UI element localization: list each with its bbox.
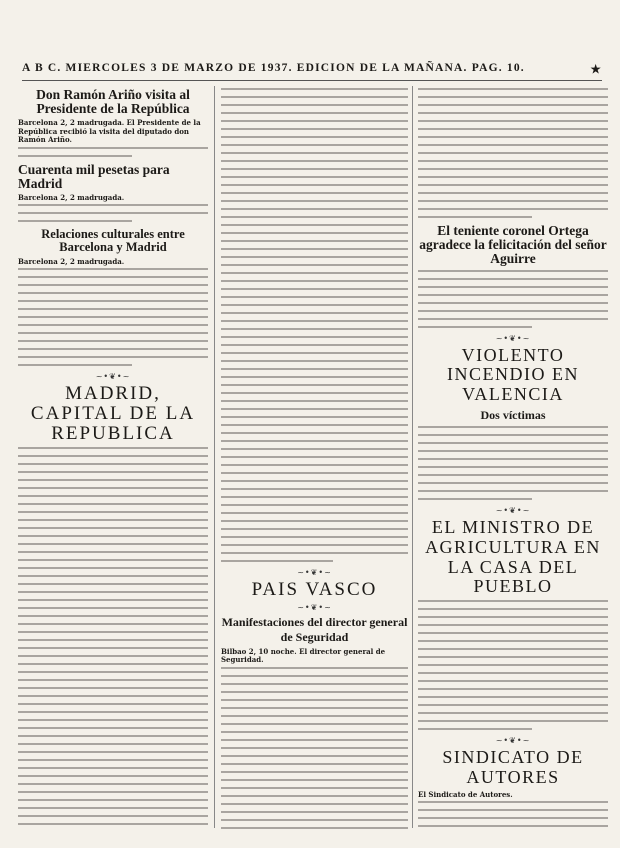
star-icon: ★ [590, 64, 602, 76]
headline-incendio: VIOLENTO INCENDIO EN VALENCIA [447, 344, 579, 405]
column-1 [18, 86, 208, 830]
article-body [18, 147, 208, 157]
dateline-arino: Barcelona 2, 2 madrugada. El Presidente de la República recibió la visita del diputado don Ramón Ariño. [18, 118, 201, 145]
article-body [418, 600, 608, 730]
headline-arino: Don Ramón Ariño visita al Presidente de la República [36, 87, 190, 117]
ornament-divider: ~•❦•~ [297, 568, 332, 577]
ornament-divider: ~•❦•~ [297, 602, 332, 612]
ornament-divider: ~•❦•~ [95, 371, 131, 381]
article-body [221, 667, 408, 830]
article-body [18, 268, 208, 366]
headline-relaciones: Relaciones culturales entre Barcelona y Madrid [41, 227, 185, 255]
headline-madrid-capital: MADRID, CAPITAL DE LA REPUBLICA [30, 382, 196, 444]
page-header [22, 62, 602, 80]
article-body [18, 204, 208, 222]
column-2 [221, 86, 408, 830]
article-continuation [221, 88, 408, 562]
headline-ortega: El teniente coronel Ortega agradece la felicitación del señor Aguirre [419, 223, 607, 267]
article-continuation [418, 88, 608, 218]
header-line: A B C. MIERCOLES 3 DE MARZO DE 1937. EDICION DE LA MAÑANA. PAG. 10. [22, 62, 525, 74]
ornament-divider: ~•❦•~ [495, 736, 531, 746]
article-body [18, 447, 208, 825]
column-divider [214, 86, 215, 828]
headline-sindicato: SINDICATO DE AUTORES [442, 747, 584, 787]
article-body [418, 426, 608, 500]
ornament-divider: ~•❦•~ [495, 333, 531, 343]
dateline-relaciones: Barcelona 2, 2 madrugada. [18, 256, 125, 266]
article-body [418, 801, 608, 830]
headline-cuarenta-mil: Cuarenta mil pesetas para Madrid [18, 161, 170, 191]
ornament-divider: ~•❦•~ [495, 505, 531, 515]
subhead-manifestaciones: Manifestaciones del director general de Seguridad [221, 614, 408, 644]
column-divider [412, 86, 413, 828]
column-3 [418, 86, 608, 830]
dateline-bilbao: Bilbao 2, 10 noche. El director general de Seguridad. [221, 646, 386, 665]
article-body [418, 270, 608, 328]
subhead-victimas: Dos víctimas [480, 407, 546, 422]
dateline-cuarenta-mil: Barcelona 2, 2 madrugada. [18, 192, 125, 202]
headline-ministro: EL MINISTRO DE AGRICULTURA EN LA CASA DEL PUEBLO [425, 516, 601, 597]
header-rule [22, 80, 602, 81]
dateline-sindicato: El Sindicato de Autores. [418, 789, 513, 799]
headline-pais-vasco: PAIS VASCO [251, 579, 378, 600]
